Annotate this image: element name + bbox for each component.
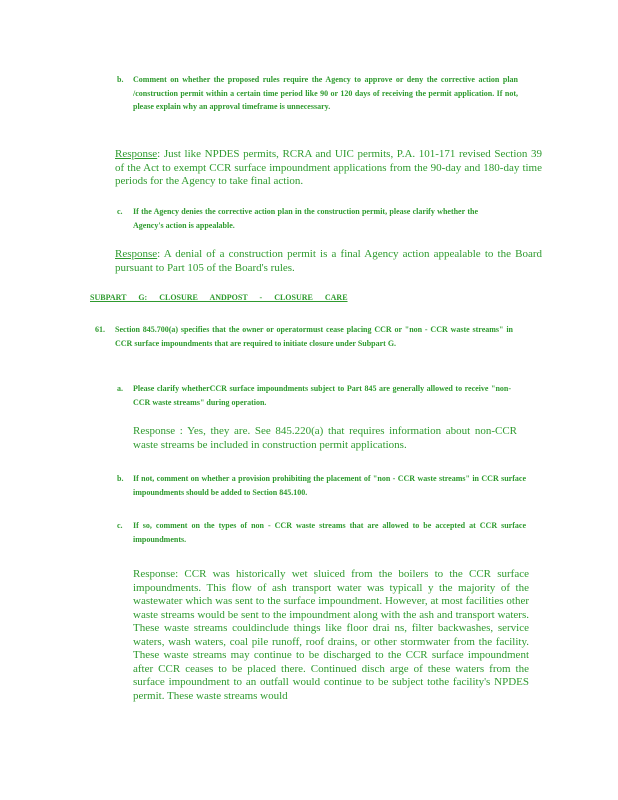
item-c-label: c. bbox=[117, 207, 123, 216]
subpart-heading: SUBPART G: CLOSURE ANDPOST - CLOSURE CARE bbox=[90, 293, 348, 302]
question-61-number: 61. bbox=[95, 325, 105, 334]
response-label: Response bbox=[115, 248, 158, 260]
item-a-question: Please clarify whetherCCR surface impoundments subject to Part 845 are generally allowed to receive "non- CCR waste streams" during operation. bbox=[133, 384, 511, 407]
response-2-text: : A denial of a construction permit is a final Agency action appealable to the Board pursuant to Part 105 of the Board's rules. bbox=[115, 248, 542, 274]
item-c-question: If the Agency denies the corrective action plan in the construction permit, please clarify whether the Agency's action is appealable. bbox=[133, 207, 478, 230]
item-a-label: a. bbox=[117, 384, 123, 393]
response-c: Response: CCR was historically wet sluiced from the boilers to the CCR surface impoundments. This flow of ash transport water was typicall y the majority of the wastewater which was sent to the surface impoundment. However, at most facilities other waste streams would be sent to the impoundment along with the ash and transport waters. These waste streams couldinclude things like floor drai ns, filter backwashes, service waters, wash waters, coal pile runoff, roof drains, or other stormwater from the facility. These waste streams may continue to be discharged to the CCR surface impoundment after CCR ceases to be placed there. Continued disch arge of these waters from the surface impoundment to an outfall would continue to be subject tothe facility's NPDES permit. These waste streams would bbox=[133, 568, 529, 702]
response-2 bbox=[115, 248, 542, 275]
item-b2-label: b. bbox=[117, 474, 124, 483]
item-b-label: b. bbox=[117, 75, 124, 84]
response-a: Response : Yes, they are. See 845.220(a) that requires information about non-CCR waste streams be included in construction permit applications. bbox=[133, 425, 517, 451]
question-61-text: Section 845.700(a) specifies that the owner or operatormust cease placing CCR or "non - CCR waste streams" in CCR surface impoundments that are required to initiate closure under Subpart G. bbox=[115, 325, 513, 348]
item-b2-question: If not, comment on whether a provision prohibiting the placement of "non - CCR waste streams" in CCR surface impoundments should be added to Section 845.100. bbox=[133, 474, 526, 497]
response-1-text: : Just like NPDES permits, RCRA and UIC permits, P.A. 101-171 revised Section 39 of the Act to exempt CCR surface impoundment applications from the 90-day and 180-day time periods for the Agency to take final action. bbox=[115, 148, 542, 187]
response-label: Response bbox=[115, 148, 158, 160]
item-b-question: Comment on whether the proposed rules require the Agency to approve or deny the corrective action plan /construction permit within a certain time period like 90 or 120 days of receiving the permit application. If not, please explain why an approval timeframe is unnecessary. bbox=[133, 75, 518, 111]
item-c2-label: c. bbox=[117, 521, 123, 530]
response-1 bbox=[115, 148, 542, 189]
item-c2-question: If so, comment on the types of non - CCR waste streams that are allowed to be accepted at CCR surface impoundments. bbox=[133, 521, 526, 544]
